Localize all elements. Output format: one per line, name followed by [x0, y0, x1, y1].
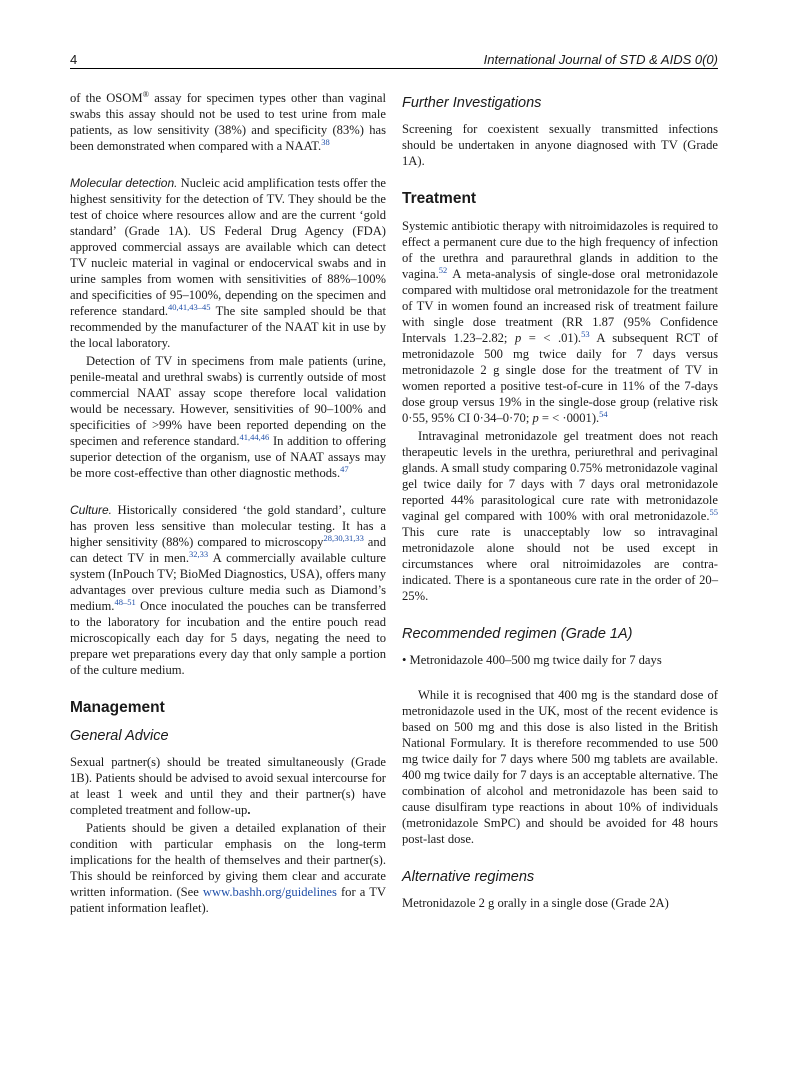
- alternative-regimen-text: Metronidazole 2 g orally in a single dose (Grade 2A): [402, 896, 669, 910]
- citation-link[interactable]: 32,33: [189, 549, 209, 559]
- culture-heading: Culture.: [70, 503, 113, 517]
- citation-link[interactable]: 41,44,46: [239, 432, 270, 442]
- citation-link[interactable]: 53: [581, 329, 590, 339]
- molecular-detection-paragraph: Molecular detection. Nucleic acid amplification tests offer the highest sensitivity for the detection of TV. They should be the test of choice where resources allow and are the current ‘gold standard’ (Grade 1A). US Federal Drug Agency (FDA) approved commercial assays are available which can detect TV nucleic material in vaginal or endocervical swabs and in urine samples from women with sensitivities of 88%–100% and specificities of 95–100%, depending on the specimen and reference standard.$^{40,41,43-45}$ The site sampled should be that recommended by the manufacturer of the NAAT kit in use by the local laboratory.: [70, 176, 386, 350]
- citation-link[interactable]: 54: [599, 409, 608, 419]
- left-column: [70, 90, 386, 916]
- osom-paragraph: of the OSOM® assay for specimen types other than vaginal swabs this assay should not be used to test urine from male patients, as low sensitivity (38%) and specificity (83%) has been demonstrated when compared with a NAAT.$^{38}$: [70, 89, 386, 153]
- recommended-regimen-heading: Recommended regimen (Grade 1A): [402, 626, 633, 642]
- further-investigations-heading: Further Investigations: [402, 95, 542, 111]
- further-investigations-paragraph: Screening for coexistent sexually transmitted infections should be undertaken in anyone diagnosed with TV (Grade 1A).: [402, 122, 718, 168]
- citation-link[interactable]: 55: [709, 507, 718, 517]
- culture-paragraph: Culture. Historically considered ‘the gold standard’, culture has proven less sensitive than molecular testing. It has a higher sensitivity (88%) compared to microscopy$^{28,30,31,33}$ and can detect TV in men.$^{32,33}$ A commercially available culture system (InPouch TV; BioMed Diagnostics, USA), offers many advantages over previous culture media such as Diamond’s medium.$^{48-51}$ Once inoculated the pouches can be transferred to the laboratory for incubation and the entire pouch read microscopically each day for 5 days, negating the need to prepare wet preparations every day that only sample a portion of the culture medium.: [70, 503, 387, 677]
- bashh-guidelines-link[interactable]: www.bashh.org/guidelines: [202, 885, 337, 899]
- alternative-regimens-heading: Alternative regimens: [402, 869, 535, 885]
- citation-link[interactable]: 38: [321, 137, 330, 147]
- recommended-regimen-item: • Metronidazole 400–500 mg twice daily for 7 days: [402, 653, 662, 667]
- citation-link[interactable]: 52: [438, 265, 448, 275]
- treatment-heading: Treatment: [402, 190, 477, 207]
- general-advice-heading: General Advice: [70, 728, 169, 744]
- page-number: 4: [70, 52, 78, 67]
- management-heading: Management: [70, 699, 165, 716]
- molecular-detection-heading: Molecular detection.: [70, 176, 178, 190]
- journal-title: International Journal of STD & AIDS 0(0): [483, 52, 718, 67]
- running-header: [70, 46, 718, 69]
- partner-treatment-paragraph: Sexual partner(s) should be treated simultaneously (Grade 1B). Patients should be advised to avoid sexual intercourse for at least 1 week and until they and their partner(s) have completed treatment and follow-up.: [70, 755, 386, 817]
- intravaginal-gel-paragraph: Intravaginal metronidazole gel treatment does not reach therapeutic levels in the urethra, periurethral and perivaginal glands. A small study comparing 0.75% metronidazole vaginal gel twice daily for 7 days with 7 days oral metronidazole reported 44% parasitological cure rate with metronidazole vaginal gel compared with 100% with oral metronidazole.$^{55}$ This cure rate is unacceptably low so intravaginal metronidazole alone should not be used except in circumstances where oral nitroimidazoles are contra-indicated. There is a spontaneous cure rate in the order of 20–25%.: [402, 429, 718, 603]
- citation-link[interactable]: 40,41,43–45: [168, 302, 211, 312]
- citation-link[interactable]: 28,30,31,33: [323, 533, 364, 543]
- citation-link[interactable]: 47: [340, 464, 349, 474]
- male-detection-paragraph: Detection of TV in specimens from male patients (urine, penile-meatal and urethral swabs) is currently outside of most commercial NAAT assay scope therefore local validation would be necessary. However, sensitivities of 90–100% and specificities of >99% have been reported depending on the specimen and reference standard.$^{41,44,46}$ In addition to offering superior detection of the organism, use of NAAT assays may be more cost-effective than other diagnostic methods.$^{47}$: [70, 354, 386, 480]
- systemic-therapy-paragraph: Systemic antibiotic therapy with nitroimidazoles is required to effect a permanent cure due to the high frequency of infection of the urethra and paraurethral glands in addition to the vagina.$^{52}$ A meta-analysis of single-dose oral metronidazole compared with multidose oral metronidazole for the treatment of TV in women found an increased risk of treatment failure with single dose treatment (RR 1.87 (95% Confidence Intervals 1.23–2.82; p = < .01).$^{53}$ A subsequent RCT of metronidazole 500 mg twice daily for 7 days versus metronidazole 2 g single dose for the treatment of TV in women reported a positive test-of-cure in 11% of the 7-days dose group versus 19% in the single-dose group (relative risk 0·55, 95% CI 0·34–0·70; p = < ·0001).$^{54}$: [402, 219, 718, 425]
- right-column: [402, 90, 718, 911]
- patient-explanation-paragraph: Patients should be given a detailed explanation of their condition with particular emphasis on the long-term implications for the health of themselves and their partner(s). This should be reinforced by giving them clear and accurate written information. (See www.bashh.org/guidelines for a TV patient information leaflet).: [70, 821, 386, 915]
- dose-recommendation-paragraph: While it is recognised that 400 mg is the standard dose of metronidazole used in the UK, most of the recent evidence is based on 500 mg and this dose is also listed in the British National Formulary. It is therefore recommended to use 500 mg twice daily for 7 days where 500 mg tablets are available. 400 mg twice daily for 7 days is an acceptable alternative. The combination of alcohol and metronidazole has been said to cause disulfiram type reactions in about 10% of individuals (metronidazole SmPC) and should be avoided for 48 hours post-last dose.: [402, 688, 718, 846]
- citation-link[interactable]: 48–51: [114, 597, 136, 607]
